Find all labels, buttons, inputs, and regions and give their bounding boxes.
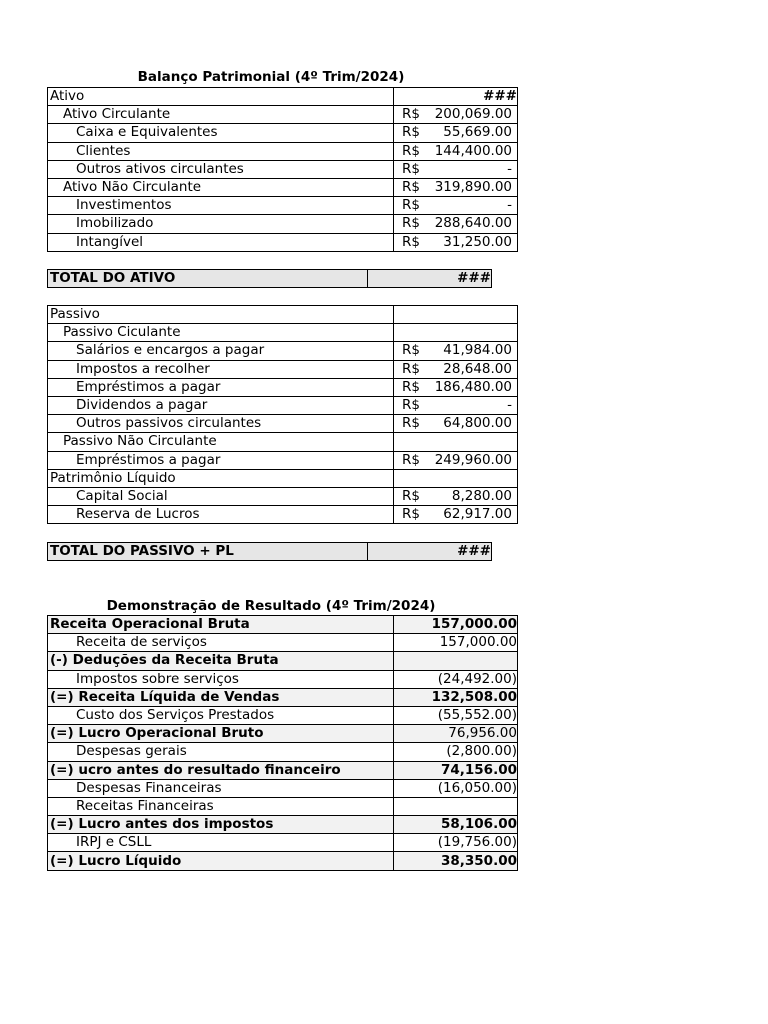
total-liabilities-table <box>47 542 492 561</box>
table-row <box>48 725 518 743</box>
money-value <box>394 397 517 414</box>
row-label: (=) ucro antes do resultado financeiro <box>48 761 394 779</box>
row-value <box>394 797 518 815</box>
table-row <box>48 852 518 870</box>
value-cell <box>394 415 518 433</box>
row-label: Intangível <box>48 233 394 251</box>
row-value <box>394 652 518 670</box>
row-value: (24,492.00) <box>394 670 518 688</box>
amount: 28,648.00 <box>443 360 512 377</box>
money-value <box>394 379 517 396</box>
liabilities-table <box>47 305 518 524</box>
currency-symbol: R$ <box>402 451 420 468</box>
row-value: (55,552.00) <box>394 706 518 724</box>
currency-symbol: R$ <box>402 233 420 250</box>
table-row <box>48 506 518 524</box>
currency-symbol: R$ <box>402 397 420 414</box>
row-label: Reserva de Lucros <box>48 506 394 524</box>
income-statement-title: Demonstração de Resultado (4º Trim/2024) <box>106 598 436 614</box>
amount: - <box>507 197 512 214</box>
row-label: Custo dos Serviços Prestados <box>48 706 394 724</box>
money-value <box>394 452 517 469</box>
row-value: (16,050.00) <box>394 779 518 797</box>
row-label: Receita Operacional Bruta <box>48 616 394 634</box>
money-value <box>394 342 517 359</box>
table-row <box>48 761 518 779</box>
row-label: Clientes <box>48 142 394 160</box>
table-row <box>48 378 518 396</box>
row-label: Impostos a recolher <box>48 360 394 378</box>
value-cell <box>394 378 518 396</box>
table-row <box>48 360 518 378</box>
value-cell <box>394 324 518 342</box>
value-cell <box>394 342 518 360</box>
row-label: Investimentos <box>48 197 394 215</box>
liabilities-header-value <box>394 306 518 324</box>
amount: 186,480.00 <box>434 378 512 395</box>
currency-symbol: R$ <box>402 142 420 159</box>
row-label: Imobilizado <box>48 215 394 233</box>
currency-symbol: R$ <box>402 215 420 232</box>
table-row <box>48 306 518 324</box>
amount: 319,890.00 <box>434 179 512 196</box>
table-row <box>48 106 518 124</box>
table-row <box>48 797 518 815</box>
amount: 41,984.00 <box>443 342 512 359</box>
value-cell <box>394 178 518 196</box>
money-value <box>394 415 517 432</box>
row-label: Outros passivos circulantes <box>48 415 394 433</box>
value-cell <box>394 451 518 469</box>
amount: 31,250.00 <box>443 233 512 250</box>
amount: 55,669.00 <box>443 124 512 141</box>
row-label: Empréstimos a pagar <box>48 451 394 469</box>
value-cell <box>394 469 518 487</box>
total-liabilities-row <box>48 543 492 561</box>
row-value: 76,956.00 <box>394 725 518 743</box>
income-statement-table <box>47 615 518 871</box>
row-label: Despesas gerais <box>48 743 394 761</box>
money-value <box>394 161 517 178</box>
row-label: (=) Lucro Líquido <box>48 852 394 870</box>
value-cell <box>394 142 518 160</box>
row-label: (-) Deduções da Receita Bruta <box>48 652 394 670</box>
money-value <box>394 488 517 505</box>
table-row <box>48 396 518 414</box>
currency-symbol: R$ <box>402 378 420 395</box>
amount: 288,640.00 <box>434 215 512 232</box>
value-cell <box>394 506 518 524</box>
row-value: 132,508.00 <box>394 688 518 706</box>
total-liabilities-label: TOTAL DO PASSIVO + PL <box>48 543 368 561</box>
table-row <box>48 670 518 688</box>
currency-symbol: R$ <box>402 506 420 523</box>
total-liabilities-value: ### <box>368 543 492 561</box>
table-row <box>48 197 518 215</box>
total-assets-row <box>48 270 492 288</box>
table-row <box>48 469 518 487</box>
table-row <box>48 233 518 251</box>
amount: - <box>507 160 512 177</box>
money-value <box>394 124 517 141</box>
currency-symbol: R$ <box>402 197 420 214</box>
row-label: Ativo Não Circulante <box>48 178 394 196</box>
table-row <box>48 816 518 834</box>
table-row <box>48 433 518 451</box>
amount: 249,960.00 <box>434 451 512 468</box>
row-label: (=) Lucro antes dos impostos <box>48 816 394 834</box>
row-label: Empréstimos a pagar <box>48 378 394 396</box>
row-label: Receitas Financeiras <box>48 797 394 815</box>
amount: 144,400.00 <box>434 142 512 159</box>
row-value: (19,756.00) <box>394 834 518 852</box>
table-row <box>48 652 518 670</box>
money-value <box>394 143 517 160</box>
table-row <box>48 451 518 469</box>
row-label: Impostos sobre serviços <box>48 670 394 688</box>
row-label: Ativo Circulante <box>48 106 394 124</box>
row-label: Dividendos a pagar <box>48 396 394 414</box>
row-value: (2,800.00) <box>394 743 518 761</box>
table-row <box>48 215 518 233</box>
row-value: 74,156.00 <box>394 761 518 779</box>
row-label: IRPJ e CSLL <box>48 834 394 852</box>
total-assets-table <box>47 269 492 288</box>
table-row <box>48 706 518 724</box>
table-row <box>48 324 518 342</box>
row-value: 38,350.00 <box>394 852 518 870</box>
table-row <box>48 779 518 797</box>
assets-header: Ativo <box>48 88 394 106</box>
money-value <box>394 506 517 523</box>
table-row <box>48 178 518 196</box>
amount: 200,069.00 <box>434 106 512 123</box>
row-value: 157,000.00 <box>394 616 518 634</box>
value-cell <box>394 160 518 178</box>
row-label: (=) Receita Líquida de Vendas <box>48 688 394 706</box>
value-cell <box>394 106 518 124</box>
currency-symbol: R$ <box>402 160 420 177</box>
table-row <box>48 415 518 433</box>
money-value <box>394 215 517 232</box>
amount: 62,917.00 <box>443 506 512 523</box>
money-value <box>394 106 517 123</box>
row-value: 157,000.00 <box>394 634 518 652</box>
table-row <box>48 342 518 360</box>
row-label: Passivo Não Circulante <box>48 433 394 451</box>
amount: 64,800.00 <box>443 415 512 432</box>
value-cell <box>394 124 518 142</box>
row-label: Passivo Ciculante <box>48 324 394 342</box>
table-row <box>48 88 518 106</box>
money-value <box>394 197 517 214</box>
row-label: Capital Social <box>48 487 394 505</box>
table-row <box>48 743 518 761</box>
table-row <box>48 160 518 178</box>
row-label: Salários e encargos a pagar <box>48 342 394 360</box>
total-assets-value: ### <box>368 270 492 288</box>
total-assets-label: TOTAL DO ATIVO <box>48 270 368 288</box>
amount: 8,280.00 <box>451 487 512 504</box>
row-label: Caixa e Equivalentes <box>48 124 394 142</box>
value-cell <box>394 215 518 233</box>
value-cell <box>394 433 518 451</box>
money-value <box>394 361 517 378</box>
row-label: Despesas Financeiras <box>48 779 394 797</box>
liabilities-header: Passivo <box>48 306 394 324</box>
row-label: Outros ativos circulantes <box>48 160 394 178</box>
currency-symbol: R$ <box>402 487 420 504</box>
currency-symbol: R$ <box>402 106 420 123</box>
currency-symbol: R$ <box>402 124 420 141</box>
assets-header-value: ### <box>394 88 518 106</box>
assets-table <box>47 87 518 252</box>
money-value <box>394 179 517 196</box>
table-row <box>48 634 518 652</box>
currency-symbol: R$ <box>402 415 420 432</box>
currency-symbol: R$ <box>402 342 420 359</box>
row-value: 58,106.00 <box>394 816 518 834</box>
row-label: Patrimônio Líquido <box>48 469 394 487</box>
balance-sheet-title: Balanço Patrimonial (4º Trim/2024) <box>137 69 405 85</box>
table-row <box>48 487 518 505</box>
row-label: Receita de serviços <box>48 634 394 652</box>
amount: - <box>507 397 512 414</box>
table-row <box>48 124 518 142</box>
currency-symbol: R$ <box>402 360 420 377</box>
value-cell <box>394 360 518 378</box>
table-row <box>48 688 518 706</box>
value-cell <box>394 396 518 414</box>
value-cell <box>394 487 518 505</box>
value-cell <box>394 233 518 251</box>
table-row <box>48 142 518 160</box>
table-row <box>48 616 518 634</box>
currency-symbol: R$ <box>402 179 420 196</box>
money-value <box>394 234 517 251</box>
table-row <box>48 834 518 852</box>
value-cell <box>394 197 518 215</box>
row-label: (=) Lucro Operacional Bruto <box>48 725 394 743</box>
